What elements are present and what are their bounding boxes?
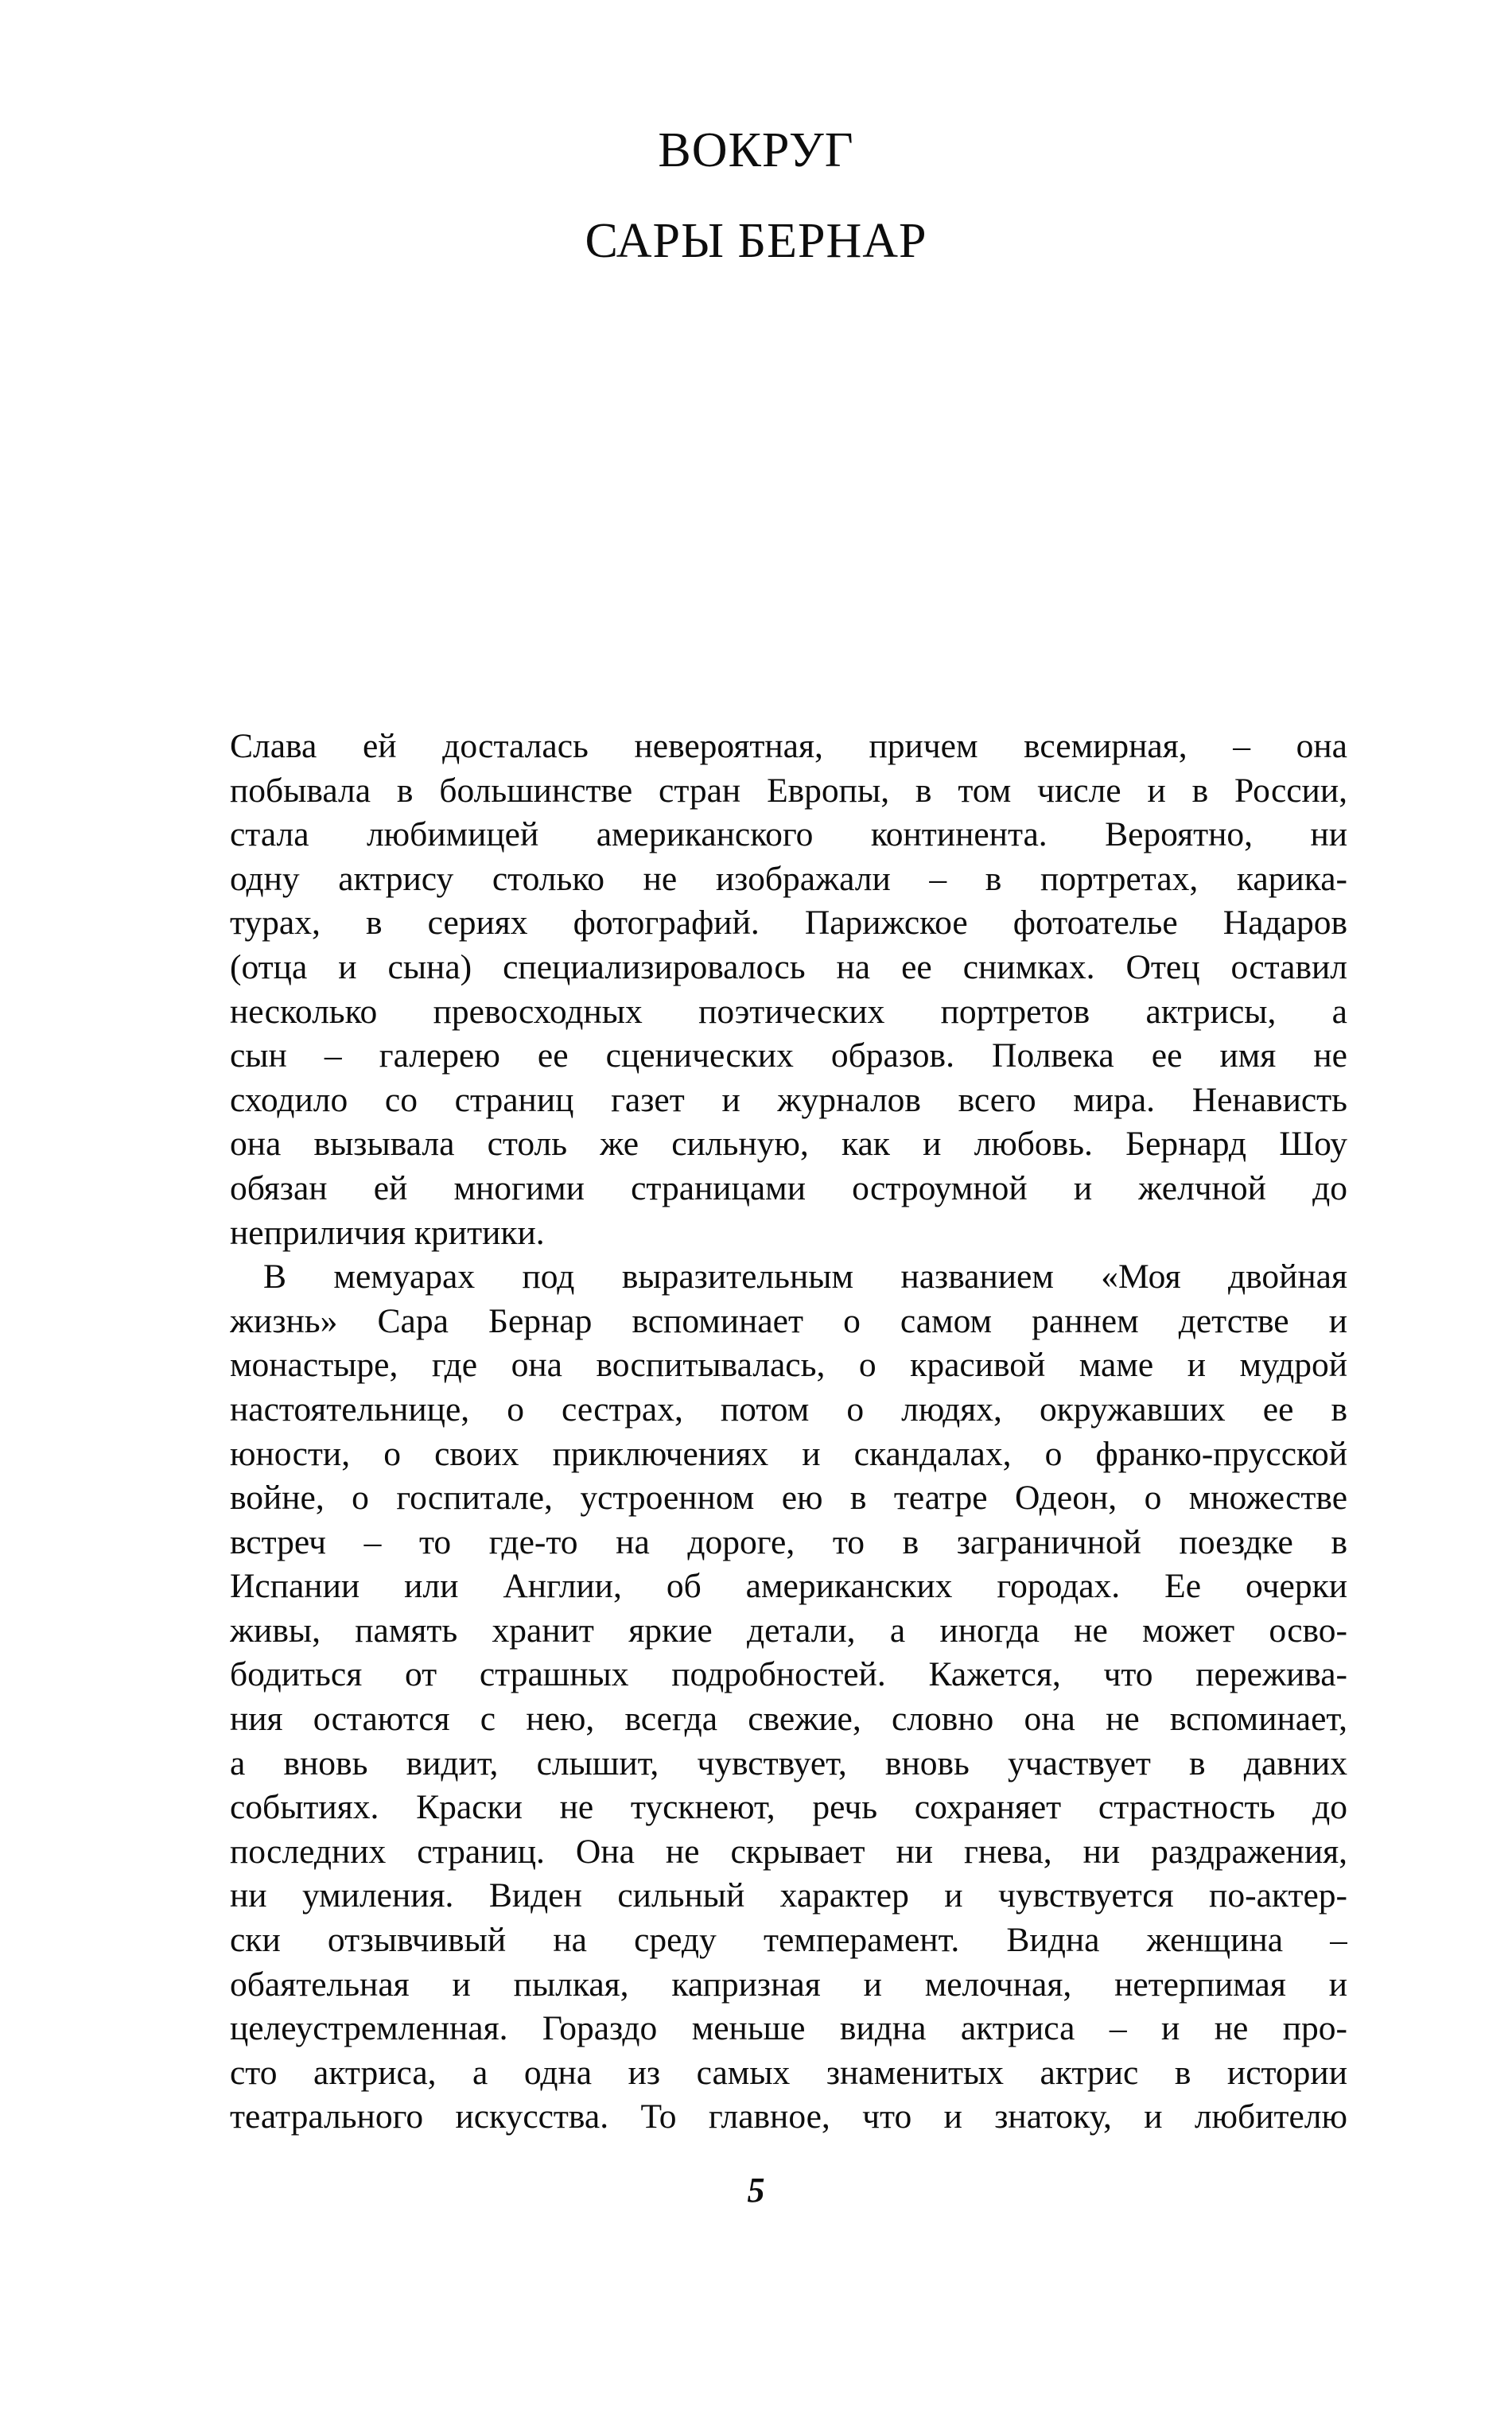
text-line: встреч – то где-то на дороге, то в заграничной поездке в	[230, 1522, 1347, 1561]
text-line: Испании или Англии, об американских городах. Ее очерки	[230, 1567, 1347, 1606]
text-line: она вызывала столь же сильную, как и любовь. Бернард Шоу	[230, 1125, 1347, 1164]
text-line: В мемуарах под выразительным названием «Моя двойная	[263, 1258, 1347, 1296]
chapter-title-line-1: ВОКРУГ	[658, 123, 854, 177]
text-line: последних страниц. Она не скрывает ни гнева, ни раздражения,	[230, 1832, 1347, 1871]
text-line: несколько превосходных поэтических портретов актрисы, а	[230, 992, 1347, 1031]
text-line: ния остаются с нею, всегда свежие, словно она не вспоминает,	[230, 1700, 1347, 1739]
text-line: целеустремленная. Гораздо меньше видна актриса – и не про-	[230, 2009, 1347, 2048]
page-number: 5	[747, 2171, 765, 2210]
text-line: событиях. Краски не тускнеют, речь сохраняет страстность до	[230, 1788, 1347, 1827]
text-line: войне, о госпитале, устроенном ею в театре Одеон, о множестве	[230, 1479, 1347, 1518]
text-line: а вновь видит, слышит, чувствует, вновь участвует в давних	[230, 1744, 1347, 1782]
text-line: (отца и сына) специализировалось на ее снимках. Отец оставил	[230, 947, 1347, 986]
text-line: стала любимицей американского континента. Вероятно, ни	[230, 815, 1347, 854]
text-line: обаятельная и пылкая, капризная и мелочная, нетерпимая и	[230, 1965, 1347, 2004]
text-line: сходило со страниц газет и журналов всего мира. Ненависть	[230, 1080, 1347, 1119]
text-line: жизнь» Сара Бернар вспоминает о самом раннем детстве и	[230, 1301, 1347, 1340]
text-line: театрального искусства. То главное, что и знатоку, и любителю	[230, 2097, 1347, 2136]
text-line: побывала в большинстве стран Европы, в том числе и в России,	[230, 771, 1347, 810]
text-line: ни умиления. Виден сильный характер и чувствуется по-актер-	[230, 1876, 1347, 1915]
text-line: одну актрису столько не изображали – в портретах, карика-	[230, 859, 1347, 898]
paragraph-2	[230, 1255, 1347, 2140]
text-line: сто актриса, а одна из самых знаменитых актрис в истории	[230, 2053, 1347, 2092]
text-line: сын – галерею ее сценических образов. Полвека ее имя не	[230, 1036, 1347, 1075]
text-line: настоятельнице, о сестрах, потом о людях, окружавших ее в	[230, 1390, 1347, 1429]
text-line: монастыре, где она воспитывалась, о красивой маме и мудрой	[230, 1346, 1347, 1385]
text-line: турах, в сериях фотографий. Парижское фотоателье Надаров	[230, 904, 1347, 943]
text-line: неприличия критики.	[230, 1213, 545, 1252]
text-line: ски отзывчивый на среду темперамент. Видна женщина –	[230, 1921, 1347, 1960]
text-line: бодиться от страшных подробностей. Кажется, что пережива-	[230, 1655, 1347, 1694]
chapter-title-line-2: САРЫ БЕРНАР	[585, 214, 927, 268]
text-line: юности, о своих приключениях и скандалах, о франко-прусской	[230, 1434, 1347, 1473]
text-line: Слава ей досталась невероятная, причем всемирная, – она	[230, 727, 1347, 765]
text-line: живы, память хранит яркие детали, а иногда не может осво-	[230, 1611, 1347, 1650]
paragraph-1	[230, 725, 1347, 1255]
text-line: обязан ей многими страницами остроумной и желчной до	[230, 1168, 1347, 1207]
body-text	[230, 725, 1347, 2140]
